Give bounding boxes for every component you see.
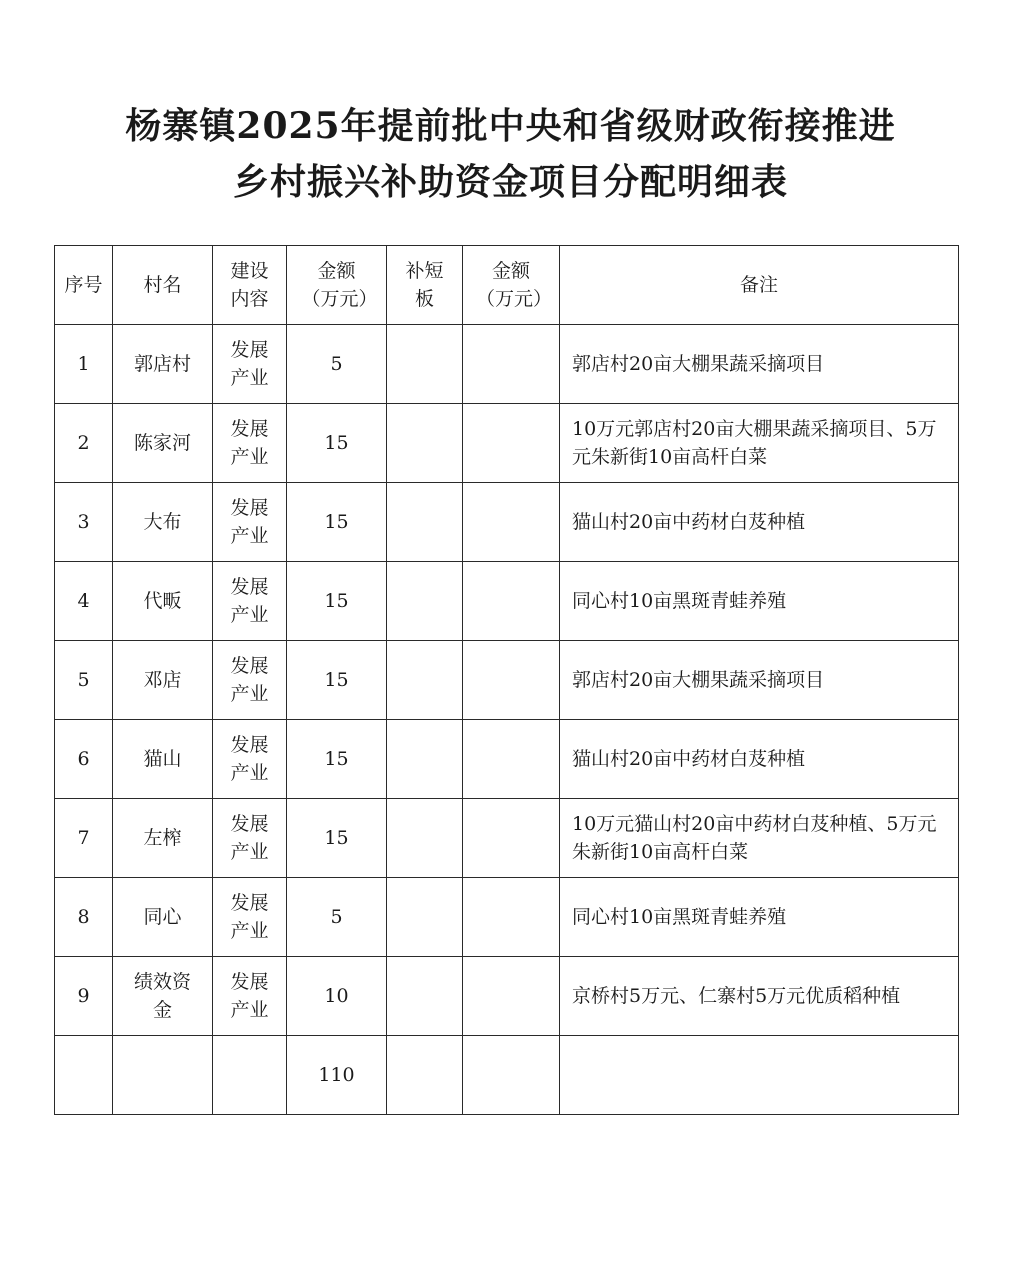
cell-amount2 — [463, 1036, 560, 1115]
cell-amount: 15 — [287, 641, 387, 720]
cell-amount2 — [463, 799, 560, 878]
table-row — [55, 483, 959, 562]
cell-buduanban — [387, 878, 463, 957]
cell-amount2 — [463, 562, 560, 641]
header-content: 建设内容 — [213, 246, 287, 325]
cell-note: 郭店村20亩大棚果蔬采摘项目 — [560, 641, 959, 720]
cell-content: 发展产业 — [213, 957, 287, 1036]
cell-village: 郭店村 — [113, 325, 213, 404]
cell-seq: 2 — [55, 404, 113, 483]
document-title-line1: 杨寨镇2025年提前批中央和省级财政衔接推进 — [125, 105, 896, 147]
header-note: 备注 — [560, 246, 959, 325]
cell-village — [113, 1036, 213, 1115]
cell-village: 大布 — [113, 483, 213, 562]
cell-note: 同心村10亩黑斑青蛙养殖 — [560, 562, 959, 641]
cell-seq: 8 — [55, 878, 113, 957]
cell-content: 发展产业 — [213, 325, 287, 404]
cell-note: 10万元猫山村20亩中药材白芨种植、5万元朱新街10亩高杆白菜 — [560, 799, 959, 878]
header-village: 村名 — [113, 246, 213, 325]
cell-seq: 4 — [55, 562, 113, 641]
document-title-line2: 乡村振兴补助资金项目分配明细表 — [232, 161, 788, 203]
header-amount: 金额（万元） — [287, 246, 387, 325]
cell-note: 同心村10亩黑斑青蛙养殖 — [560, 878, 959, 957]
cell-content: 发展产业 — [213, 799, 287, 878]
cell-amount2 — [463, 641, 560, 720]
cell-village: 绩效资金 — [113, 957, 213, 1036]
cell-buduanban — [387, 404, 463, 483]
cell-seq: 3 — [55, 483, 113, 562]
cell-buduanban — [387, 325, 463, 404]
cell-amount: 5 — [287, 878, 387, 957]
cell-content: 发展产业 — [213, 404, 287, 483]
cell-amount2 — [463, 483, 560, 562]
cell-buduanban — [387, 1036, 463, 1115]
cell-content: 发展产业 — [213, 641, 287, 720]
table-row — [55, 878, 959, 957]
cell-amount: 5 — [287, 325, 387, 404]
cell-amount: 15 — [287, 562, 387, 641]
cell-note — [560, 1036, 959, 1115]
cell-amount: 15 — [287, 720, 387, 799]
cell-content — [213, 1036, 287, 1115]
table-row — [55, 957, 959, 1036]
table-row — [55, 562, 959, 641]
cell-amount: 110 — [287, 1036, 387, 1115]
cell-amount: 10 — [287, 957, 387, 1036]
cell-seq: 1 — [55, 325, 113, 404]
cell-amount2 — [463, 325, 560, 404]
cell-village: 代畈 — [113, 562, 213, 641]
cell-village: 邓店 — [113, 641, 213, 720]
table-header-row — [55, 246, 959, 325]
cell-amount2 — [463, 404, 560, 483]
cell-village: 左榨 — [113, 799, 213, 878]
cell-buduanban — [387, 641, 463, 720]
cell-amount2 — [463, 720, 560, 799]
table-row — [55, 641, 959, 720]
cell-amount: 15 — [287, 404, 387, 483]
cell-village: 同心 — [113, 878, 213, 957]
allocation-table — [54, 245, 959, 1115]
cell-content: 发展产业 — [213, 483, 287, 562]
cell-buduanban — [387, 483, 463, 562]
cell-content: 发展产业 — [213, 878, 287, 957]
cell-village: 猫山 — [113, 720, 213, 799]
cell-buduanban — [387, 799, 463, 878]
cell-amount2 — [463, 878, 560, 957]
cell-note: 京桥村5万元、仁寨村5万元优质稻种植 — [560, 957, 959, 1036]
cell-amount2 — [463, 957, 560, 1036]
header-seq: 序号 — [55, 246, 113, 325]
table-row — [55, 404, 959, 483]
cell-amount: 15 — [287, 483, 387, 562]
cell-seq: 7 — [55, 799, 113, 878]
cell-village: 陈家河 — [113, 404, 213, 483]
table-row — [55, 325, 959, 404]
cell-content: 发展产业 — [213, 720, 287, 799]
cell-seq: 6 — [55, 720, 113, 799]
table-row — [55, 720, 959, 799]
cell-content: 发展产业 — [213, 562, 287, 641]
cell-buduanban — [387, 720, 463, 799]
table-total-row — [55, 1036, 959, 1115]
cell-note: 猫山村20亩中药材白芨种植 — [560, 720, 959, 799]
table-row — [55, 799, 959, 878]
cell-buduanban — [387, 957, 463, 1036]
header-buduanban: 补短板 — [387, 246, 463, 325]
cell-seq — [55, 1036, 113, 1115]
cell-seq: 9 — [55, 957, 113, 1036]
cell-seq: 5 — [55, 641, 113, 720]
cell-note: 猫山村20亩中药材白芨种植 — [560, 483, 959, 562]
header-amount2: 金额（万元） — [463, 246, 560, 325]
cell-note: 10万元郭店村20亩大棚果蔬采摘项目、5万元朱新街10亩高杆白菜 — [560, 404, 959, 483]
cell-amount: 15 — [287, 799, 387, 878]
cell-note: 郭店村20亩大棚果蔬采摘项目 — [560, 325, 959, 404]
cell-buduanban — [387, 562, 463, 641]
